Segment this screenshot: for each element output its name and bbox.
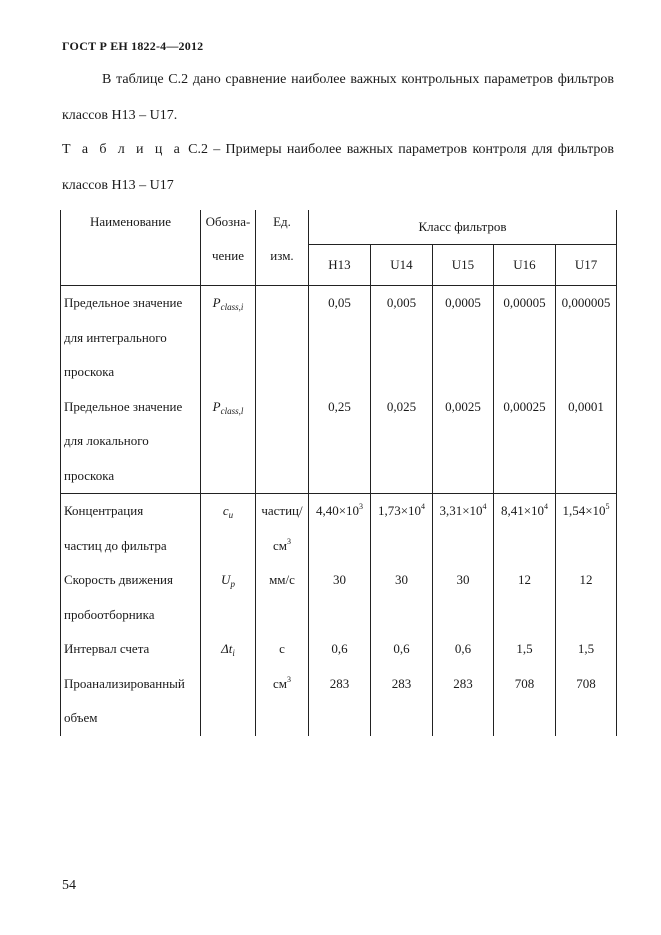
symbol-subscript: i: [232, 648, 235, 658]
row-name-line: Концентрация: [64, 503, 144, 518]
value-text: 0,005: [386, 295, 417, 310]
row-value: [309, 632, 371, 667]
symbol-main: U: [221, 572, 231, 587]
header-symbol-line1: Обозна-: [205, 214, 251, 229]
row-symbol: [201, 494, 256, 564]
row-name: [61, 563, 201, 632]
row-name-line: для интегрального: [64, 329, 167, 345]
table-row: [61, 563, 617, 632]
unit-line: частиц/: [261, 503, 303, 518]
value-exponent: 4: [482, 502, 487, 511]
row-name: [61, 632, 201, 667]
row-value: [371, 563, 433, 632]
row-symbol: [201, 286, 256, 390]
symbol-main: P: [212, 295, 221, 310]
row-name-line: Предельное значение: [64, 295, 183, 310]
row-name: [61, 390, 201, 494]
row-value: [309, 667, 371, 736]
value-text: 12: [518, 572, 531, 587]
unit-line: мм/с: [269, 572, 295, 587]
row-value: [371, 667, 433, 736]
value-text: 0,05: [328, 295, 351, 310]
value-text: 0,6: [331, 641, 348, 656]
row-unit: [256, 390, 309, 494]
class-u14: U14: [371, 245, 433, 286]
header-symbol-line2: чение: [212, 248, 244, 263]
row-value: [494, 494, 556, 564]
value-text: 708: [514, 675, 535, 691]
table-caption: [62, 132, 614, 204]
class-u16: U16: [494, 245, 556, 286]
row-value: [433, 632, 494, 667]
row-value: [556, 632, 617, 667]
header-symbol: [201, 210, 256, 286]
value-text: 0,25: [328, 398, 351, 414]
value-text: 30: [456, 572, 470, 587]
header-unit: [256, 210, 309, 286]
row-value: [556, 494, 617, 564]
value-text: 283: [391, 675, 412, 691]
row-name-line: частиц до фильтра: [64, 537, 167, 553]
row-value: [556, 563, 617, 632]
table-row: [61, 390, 617, 494]
symbol-subscript: p: [230, 579, 235, 589]
row-name-line: Предельное значение: [64, 398, 183, 414]
symbol-subscript: class,i: [220, 302, 244, 312]
row-name-line: пробоотборника: [64, 606, 155, 622]
row-value: [433, 667, 494, 736]
table-row: [61, 667, 617, 736]
value-text: 0,00005: [503, 295, 546, 310]
value-exponent: 4: [544, 502, 549, 511]
symbol-main: P: [212, 398, 221, 414]
header-unit-line1: Ед.: [273, 214, 291, 229]
row-name: [61, 667, 201, 736]
row-name: [61, 286, 201, 390]
value-text: 283: [453, 675, 473, 691]
row-value: [494, 667, 556, 736]
value-text: 30: [395, 572, 408, 587]
row-name-line: Скорость движения: [64, 572, 173, 587]
row-value: [494, 390, 556, 494]
value-mantissa: 1,54×10: [562, 503, 606, 518]
value-text: 0,0001: [568, 398, 604, 414]
unit-exponent: 3: [287, 536, 291, 546]
row-name-line: объем: [64, 710, 98, 725]
row-value: [309, 494, 371, 564]
row-symbol: [201, 390, 256, 494]
row-value: [371, 632, 433, 667]
intro-paragraph: В таблице С.2 дано сравнение наиболее важных контрольных параметров фильтров классов H13 – U17.: [62, 72, 614, 123]
row-value: [556, 390, 617, 494]
header-name-text: Наименование: [90, 214, 171, 229]
table-row: [61, 286, 617, 390]
row-value: [494, 632, 556, 667]
unit-line: [256, 529, 308, 564]
value-mantissa: 1,73×10: [377, 503, 422, 518]
row-unit: [256, 563, 309, 632]
unit-base: см: [273, 675, 287, 691]
symbol-main: Δt: [221, 641, 233, 656]
row-symbol: [201, 563, 256, 632]
row-unit: [256, 632, 309, 667]
parameters-table: [60, 210, 617, 736]
table-header-row: [61, 210, 617, 245]
row-unit: [256, 494, 309, 564]
row-value: [433, 494, 494, 564]
value-mantissa: 4,40×10: [315, 503, 360, 518]
row-value: [371, 390, 433, 494]
unit-line: с: [279, 641, 285, 656]
row-name-line: Интервал счета: [64, 641, 150, 656]
standard-header: ГОСТ Р ЕН 1822-4—2012: [62, 39, 204, 53]
class-h13: H13: [309, 245, 371, 286]
table-row: [61, 494, 617, 564]
value-text: 0,0005: [445, 295, 481, 310]
row-value: [433, 286, 494, 390]
value-text: 0,00025: [503, 398, 546, 414]
header-name: [61, 210, 201, 286]
value-text: 0,6: [393, 641, 410, 656]
header-class-text: Класс фильтров: [418, 219, 507, 234]
value-exponent: 5: [605, 502, 610, 511]
row-value: [556, 286, 617, 390]
unit-exponent: 3: [287, 674, 291, 684]
row-value: [371, 494, 433, 564]
value-text: 283: [329, 675, 350, 691]
value-text: 708: [576, 675, 596, 691]
row-name-line: проскока: [64, 467, 115, 483]
caption-prefix: Т а б л и ц а: [62, 142, 183, 157]
class-u15: U15: [433, 245, 494, 286]
row-value: [494, 563, 556, 632]
value-exponent: 4: [421, 502, 426, 511]
row-value: [371, 286, 433, 390]
symbol-main: c: [222, 503, 229, 518]
row-name-line: для локального: [64, 433, 149, 448]
value-text: 1,5: [516, 641, 533, 656]
page-number: 54: [62, 878, 76, 893]
row-value: [494, 286, 556, 390]
value-text: 1,5: [577, 641, 595, 656]
header-unit-line2: изм.: [270, 248, 294, 263]
value-exponent: 3: [359, 502, 364, 511]
value-text: 12: [579, 572, 593, 587]
row-value: [556, 667, 617, 736]
row-symbol: [201, 667, 256, 736]
value-text: 0,0025: [445, 398, 481, 414]
caption-text: С.2 – Примеры наиболее важных параметров контроля для фильтров классов H13 – U17: [62, 142, 614, 193]
row-unit: [256, 286, 309, 390]
row-name-line: проскока: [64, 364, 115, 379]
row-unit: [256, 667, 309, 736]
table-row: [61, 632, 617, 667]
row-symbol: [201, 632, 256, 667]
value-mantissa: 8,41×10: [500, 503, 545, 518]
unit-base: см: [273, 537, 287, 553]
row-value: [309, 286, 371, 390]
symbol-subscript: u: [228, 510, 234, 520]
value-text: 0,6: [454, 641, 472, 656]
value-text: 0,025: [386, 398, 417, 414]
row-name-line: Проанализированный: [64, 675, 185, 691]
class-u17: U17: [556, 245, 617, 286]
row-value: [309, 390, 371, 494]
value-mantissa: 3,31×10: [439, 503, 483, 518]
value-text: 30: [333, 572, 346, 587]
row-name: [61, 494, 201, 564]
header-class: [309, 210, 617, 245]
row-value: [433, 563, 494, 632]
row-value: [309, 563, 371, 632]
row-value: [433, 390, 494, 494]
symbol-subscript: class,l: [220, 405, 244, 416]
value-text: 0,000005: [561, 295, 611, 310]
